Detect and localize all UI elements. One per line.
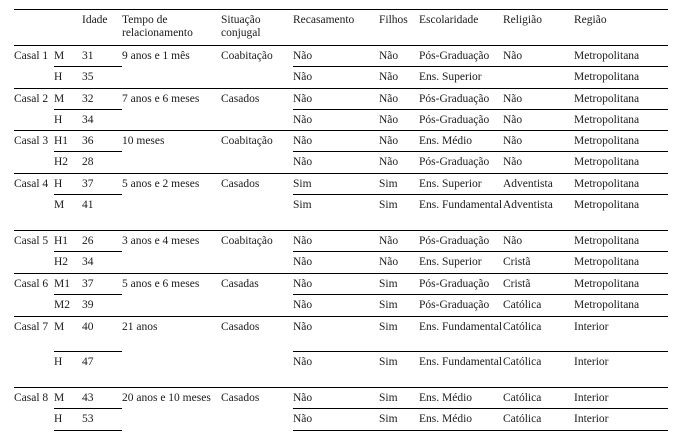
cell-membro: H2 [54,252,82,274]
table-row [14,274,668,295]
header-recasamento: Recasamento [293,14,355,26]
cell-escolaridade: Ens. Fundamental [419,352,503,388]
cell-escolaridade: Pós-Graduação [419,110,503,131]
cell-regiao: Metropolitana [574,110,668,131]
cell-religiao: Adventista [503,195,574,231]
cell-idade: 28 [82,152,122,174]
cell-filhos: Não [379,252,419,274]
cell-recasamento: Não [293,67,379,89]
cell-religiao: Católica [503,388,574,409]
cell-religiao [503,67,574,89]
cell-regiao: Interior [574,317,668,352]
cell-membro: H [54,67,82,89]
cell-regiao: Metropolitana [574,231,668,252]
cell-recasamento: Sim [293,174,379,195]
table-row [14,352,668,388]
cell-religiao: Não [503,46,574,67]
cell-filhos: Não [379,89,419,110]
cell-membro: H [54,409,82,431]
cell-filhos: Não [379,67,419,89]
cell-regiao: Metropolitana [574,295,668,317]
cell-regiao: Metropolitana [574,152,668,174]
cell-filhos: Sim [379,409,419,431]
cell-membro: H2 [54,152,82,174]
couple-label-cell: Casal 1 [14,46,54,89]
cell-idade: 26 [82,231,122,252]
cell-escolaridade: Pós-Graduação [419,152,503,174]
cell-escolaridade: Pós-Graduação [419,295,503,317]
cell-escolaridade: Ens. Fundamental [419,195,503,231]
cell-filhos: Não [379,131,419,152]
cell-idade: 43 [82,388,122,409]
cell-regiao: Metropolitana [574,89,668,110]
cell-recasamento: Não [293,231,379,252]
cell-regiao: Interior [574,409,668,431]
couple-label-cell: Casal 2 [14,89,54,131]
cell-membro: H [54,174,82,195]
cell-tempo: 9 anos e 1 mês [122,46,221,89]
cell-escolaridade: Pós-Graduação [419,46,503,67]
cell-idade: 35 [82,67,122,89]
table-row [14,152,668,174]
couple-label-cell: Casal 4 [14,174,54,231]
cell-recasamento: Não [293,274,379,295]
cell-regiao: Metropolitana [574,252,668,274]
cell-recasamento: Não [293,388,379,409]
cell-idade: 41 [82,195,122,231]
cell-escolaridade: Ens. Superior [419,174,503,195]
header-filhos: Filhos [379,14,408,26]
cell-escolaridade: Pós-Graduação [419,231,503,252]
cell-tempo: 5 anos e 2 meses [122,174,221,231]
cell-regiao: Interior [574,352,668,388]
cell-escolaridade: Ens. Superior [419,252,503,274]
cell-religiao: Católica [503,317,574,352]
header-regiao: Região [574,14,607,26]
cell-filhos: Sim [379,295,419,317]
cell-membro: M [54,317,82,352]
table-row [14,195,668,231]
cell-tempo: 5 anos e 6 meses [122,274,221,317]
cell-recasamento: Não [293,409,379,431]
cell-situacao: Casados [221,388,293,431]
cell-membro: M [54,195,82,231]
cell-idade: 53 [82,409,122,431]
table-body [14,46,668,431]
table-row [14,89,668,110]
cell-situacao: Coabitação [221,131,293,174]
table-row [14,409,668,431]
cell-filhos: Não [379,231,419,252]
cell-tempo: 3 anos e 4 meses [122,231,221,274]
cell-situacao: Casados [221,89,293,131]
cell-regiao: Interior [574,388,668,409]
header-membro [54,10,82,46]
cell-filhos: Sim [379,174,419,195]
couple-label-cell: Casal 8 [14,388,54,431]
cell-religiao: Adventista [503,174,574,195]
cell-escolaridade: Ens. Superior [419,67,503,89]
cell-recasamento: Não [293,110,379,131]
cell-religiao: Não [503,231,574,252]
cell-membro: M1 [54,274,82,295]
cell-tempo: 20 anos e 10 meses [122,388,221,431]
cell-religiao: Cristã [503,252,574,274]
cell-membro: H [54,352,82,388]
cell-escolaridade: Ens. Médio [419,388,503,409]
couple-label-cell: Casal 5 [14,231,54,274]
cell-escolaridade: Pós-Graduação [419,89,503,110]
couple-label-cell: Casal 3 [14,131,54,174]
cell-idade: 31 [82,46,122,67]
cell-filhos: Sim [379,352,419,388]
cell-escolaridade: Ens. Médio [419,409,503,431]
table-row [14,67,668,89]
cell-tempo: 7 anos e 6 meses [122,89,221,131]
cell-regiao: Metropolitana [574,131,668,152]
table-row [14,295,668,317]
cell-idade: 34 [82,252,122,274]
header-religiao: Religião [503,14,542,26]
header-situacao: Situação conjugal [221,14,261,39]
table-row [14,46,668,67]
table-row [14,174,668,195]
cell-regiao: Metropolitana [574,67,668,89]
cell-escolaridade: Ens. Fundamental [419,317,503,352]
cell-regiao: Metropolitana [574,274,668,295]
cell-regiao: Metropolitana [574,195,668,231]
cell-recasamento: Não [293,252,379,274]
cell-tempo: 10 meses [122,131,221,174]
cell-filhos: Não [379,46,419,67]
cell-recasamento: Sim [293,195,379,231]
cell-religiao: Não [503,110,574,131]
cell-filhos: Sim [379,317,419,352]
couples-table [14,9,668,431]
cell-escolaridade: Ens. Médio [419,131,503,152]
cell-filhos: Não [379,152,419,174]
cell-regiao: Metropolitana [574,46,668,67]
cell-idade: 37 [82,174,122,195]
header-idade: Idade [82,14,108,26]
cell-recasamento: Não [293,352,379,388]
cell-filhos: Sim [379,195,419,231]
cell-religiao: Católica [503,409,574,431]
cell-membro: M [54,46,82,67]
cell-membro: M [54,89,82,110]
cell-religiao: Não [503,89,574,110]
cell-membro: M [54,388,82,409]
header-row [14,10,668,46]
cell-filhos: Sim [379,388,419,409]
header-casal [14,10,54,46]
cell-membro: H [54,110,82,131]
cell-filhos: Não [379,110,419,131]
cell-membro: M2 [54,295,82,317]
cell-idade: 37 [82,274,122,295]
cell-tempo: 21 anos [122,317,221,388]
table-row [14,388,668,409]
cell-recasamento: Não [293,317,379,352]
cell-membro: H1 [54,231,82,252]
cell-idade: 40 [82,317,122,352]
cell-recasamento: Não [293,89,379,110]
cell-escolaridade: Pós-Graduação [419,274,503,295]
cell-religiao: Não [503,131,574,152]
cell-recasamento: Não [293,46,379,67]
cell-idade: 39 [82,295,122,317]
header-escolaridade: Escolaridade [419,14,479,26]
table-row [14,131,668,152]
table-row [14,110,668,131]
cell-situacao: Casados [221,174,293,231]
cell-situacao: Casados [221,317,293,388]
cell-situacao: Coabitação [221,231,293,274]
cell-idade: 47 [82,352,122,388]
cell-situacao: Coabitação [221,46,293,89]
cell-situacao: Casadas [221,274,293,317]
couple-label-cell: Casal 7 [14,317,54,388]
table-row [14,252,668,274]
cell-idade: 36 [82,131,122,152]
cell-religiao: Cristã [503,274,574,295]
cell-idade: 34 [82,110,122,131]
cell-membro: H1 [54,131,82,152]
header-tempo: Tempo de relacionamento [122,14,193,39]
cell-recasamento: Não [293,295,379,317]
table-row [14,317,668,352]
cell-religiao: Não [503,152,574,174]
cell-idade: 32 [82,89,122,110]
cell-religiao: Católica [503,295,574,317]
couple-label-cell: Casal 6 [14,274,54,317]
table-row [14,231,668,252]
cell-recasamento: Não [293,152,379,174]
cell-filhos: Sim [379,274,419,295]
cell-regiao: Metropolitana [574,174,668,195]
cell-religiao: Católica [503,352,574,388]
cell-recasamento: Não [293,131,379,152]
